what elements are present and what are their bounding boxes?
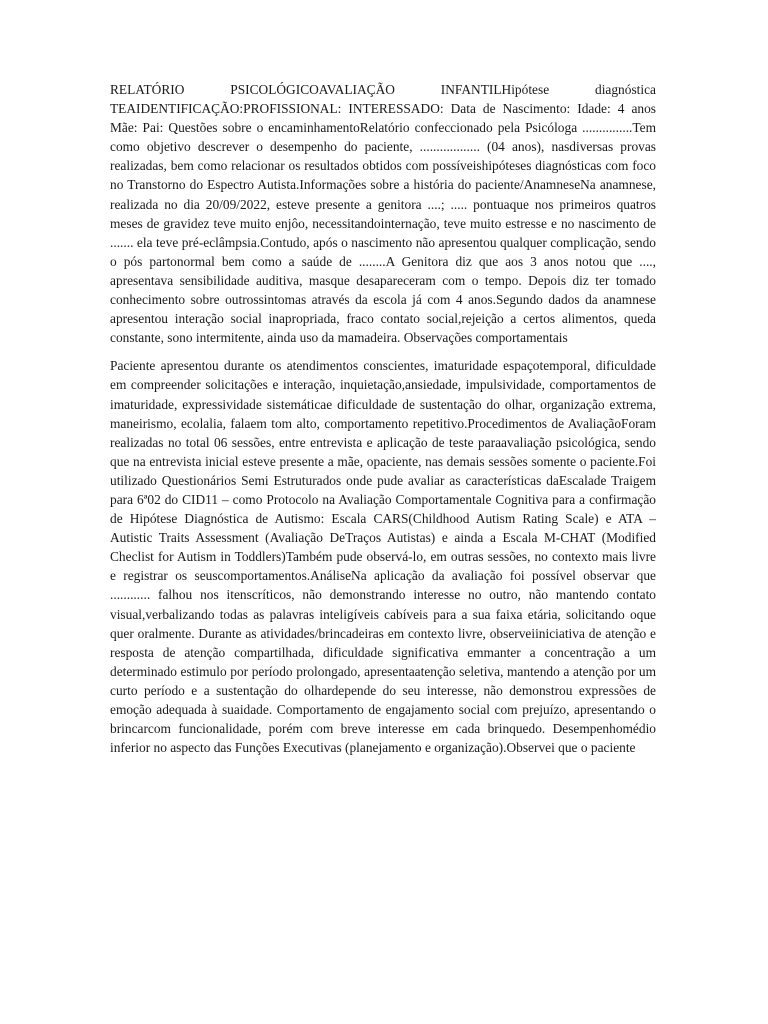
report-header-paragraph: RELATÓRIO PSICOLÓGICOAVALIAÇÃO INFANTILHipótese diagnóstica TEAIDENTIFICAÇÃO:PROFISSIONAL: INTERESSADO: Data de Nascimento: Idade: 4 anos Mãe: Pai: Questões sobre o encaminhamentoRelatório confeccionado pela Psicóloga ...............Tem como objetivo descrever o desempenho do paciente, .................. (04 anos), nasdiversas provas realizadas, bem como relacionar os resultados obtidos com possíveishipóteses diagnósticas com foco no Transtorno do Espectro Autista.Informações sobre a história do paciente/AnamneseNa anamnese, realizada no dia 20/09/2022, esteve presente a genitora ....; ..... pontuaque nos primeiros quatros meses de gravidez teve muito enjôo, necessitandointernação, teve muito estresse e no nascimento de ....... ela teve pré-eclâmpsia.Contudo, após o nascimento não apresentou qualquer complicação, sendo o pós partonormal bem como a saúde de ........A Genitora diz que aos 3 anos notou que ...., apresentava sensibilidade auditiva, masque desapareceram com o tempo. Depois diz ter tomado conhecimento sobre outrossintomas através da escola já com 4 anos.Segundo dados da anamnese apresentou interação social inapropriada, fraco contato social,rejeição a certos alimentos, queda constante, sono intermitente, ainda uso da mamadeira. Observações comportamentais (110, 82, 656, 346)
behavior-analysis-paragraph: Paciente apresentou durante os atendimentos conscientes, imaturidade espaçotemporal, dificuldade em compreender solicitações e interação, inquietação,ansiedade, impulsividade, comportamentos de imaturidade, expressividade sistemáticae dificuldade de sustentação do olhar, organização extrema, maneirismo, ecolalia, falaem tom alto, comportamento repetitivo.Procedimentos de AvaliaçãoForam realizadas no total 06 sessões, entre entrevista e aplicação de teste paraavaliação psicológica, sendo que na entrevista inicial esteve presente a mãe, opaciente, nas demais sessões somente o paciente.Foi utilizado Questionários Semi Estruturados onde pude avaliar as características daEscalade Traigem para 6ª02 do CID11 – como Protocolo na Avaliação Comportamentale Cognitiva para a confirmação de Hipótese Diagnóstica de Autismo: Escala CARS(Childhood Autism Rating Scale) e ATA – Autistic Traits Assessment (Avaliação DeTraços Autistas) e ainda a Escala M-CHAT (Modified Checlist for Autism in Toddlers)Também pude observá-lo, em outras sessões, no contexto mais livre e registrar os seuscomportamentos.AnáliseNa aplicação da avaliação foi possível observar que ............ falhou nos itenscríticos, não demonstrando interesse no outro, não mantendo contato visual,verbalizando todas as palavras inteligíveis cabíveis para a sua faixa etária, solicitando oque quer oralmente. Durante as atividades/brincadeiras em contexto livre, observeiiniciativa de atenção e resposta de atenção compartilhada, dificuldade significativa emmanter a concentração a um determinado estimulo por período prolongado, apresentaatenção seletiva, mantendo a atenção por um curto período e a sustentação do olhardepende do seu interesse, não demonstrou expressões de emoção adequada à suaidade. Comportamento de engajamento social com prejuízo, apresentando o brincarcom funcionalidade, porém com breve interesse em cada brinquedo. Desempenhomédio inferior no aspecto das Funções Executivas (planejamento e organização).Observei que o paciente (110, 358, 656, 756)
document-page (110, 80, 656, 757)
